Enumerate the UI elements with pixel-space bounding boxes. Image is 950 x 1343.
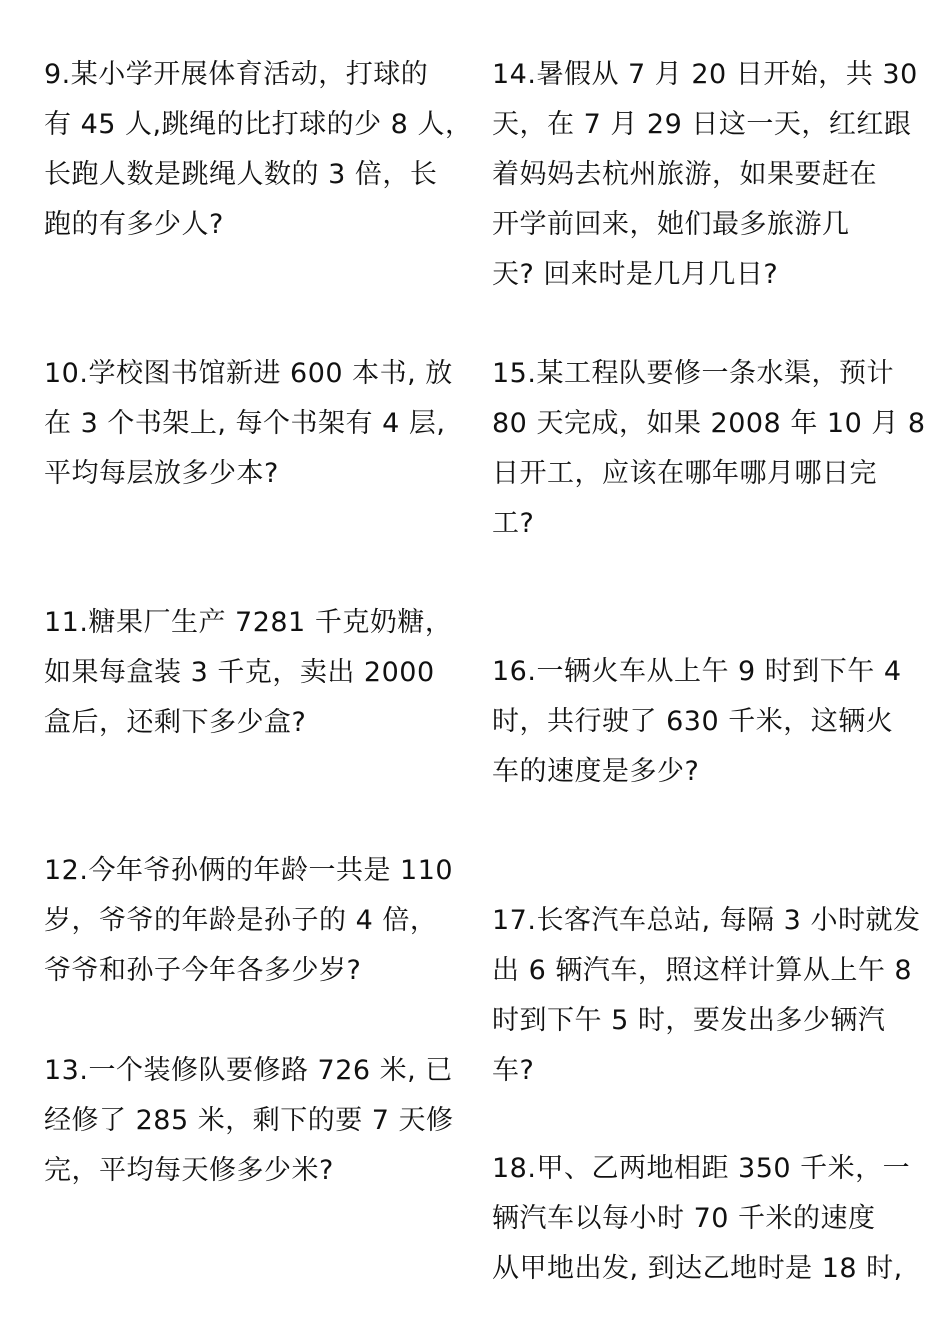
problem-line: 时，共行驶了 630 千米，这辆火 <box>492 706 894 737</box>
problem-line: 天? 回来时是几月几日? <box>492 259 779 290</box>
problem-12 <box>44 846 469 996</box>
problem-line: 10.学校图书馆新进 600 本书, 放 <box>44 358 453 389</box>
problem-18 <box>492 1144 937 1294</box>
problem-line: 出 6 辆汽车，照这样计算从上午 8 <box>492 955 913 986</box>
problem-line: 80 天完成，如果 2008 年 10 月 8 <box>492 408 926 439</box>
problem-16 <box>492 647 937 797</box>
problem-10 <box>44 349 469 499</box>
problem-17 <box>492 896 937 1096</box>
problem-line: 9.某小学开展体育活动，打球的 <box>44 59 429 90</box>
problem-line: 长跑人数是跳绳人数的 3 倍，长 <box>44 159 438 190</box>
problem-15 <box>492 349 937 549</box>
problem-line: 盒后，还剩下多少盒? <box>44 707 307 738</box>
problem-13 <box>44 1046 469 1196</box>
problem-line: 辆汽车以每小时 70 千米的速度 <box>492 1203 876 1234</box>
problem-line: 从甲地出发, 到达乙地时是 18 时, <box>492 1253 903 1284</box>
problem-line: 着妈妈去杭州旅游，如果要赶在 <box>492 159 877 190</box>
problem-line: 14.暑假从 7 月 20 日开始，共 30 <box>492 59 918 90</box>
problem-line: 天，在 7 月 29 日这一天，红红跟 <box>492 109 912 140</box>
problem-line: 11.糖果厂生产 7281 千克奶糖， <box>44 607 453 638</box>
problem-line: 12.今年爷孙俩的年龄一共是 110 <box>44 855 454 886</box>
problem-14 <box>492 50 937 300</box>
problem-line: 工? <box>492 508 535 539</box>
problem-11 <box>44 598 469 748</box>
problem-9 <box>44 50 473 250</box>
problem-line: 日开工，应该在哪年哪月哪日完 <box>492 458 877 489</box>
problem-line: 有 45 人,跳绳的比打球的少 8 人， <box>44 109 473 140</box>
problem-line: 在 3 个书架上, 每个书架有 4 层, <box>44 408 446 439</box>
problem-line: 16.一辆火车从上午 9 时到下午 4 <box>492 656 902 687</box>
problem-line: 完，平均每天修多少米? <box>44 1155 334 1186</box>
problem-line: 经修了 285 米，剩下的要 7 天修 <box>44 1105 454 1136</box>
problem-line: 15.某工程队要修一条水渠，预计 <box>492 358 894 389</box>
problem-line: 如果每盒装 3 千克，卖出 2000 <box>44 657 435 688</box>
problem-line: 爷爷和孙子今年各多少岁? <box>44 955 362 986</box>
problem-line: 平均每层放多少本? <box>44 458 279 489</box>
problem-line: 岁，爷爷的年龄是孙子的 4 倍， <box>44 905 438 936</box>
problem-line: 开学前回来，她们最多旅游几 <box>492 209 850 240</box>
problem-line: 时到下午 5 时，要发出多少辆汽 <box>492 1005 886 1036</box>
problem-line: 车的速度是多少? <box>492 756 700 787</box>
problem-line: 13.一个装修队要修路 726 米, 已 <box>44 1055 453 1086</box>
problem-line: 18.甲、乙两地相距 350 千米，一 <box>492 1153 911 1184</box>
problem-line: 车? <box>492 1055 535 1086</box>
problem-line: 17.长客汽车总站, 每隔 3 小时就发 <box>492 905 921 936</box>
problem-line: 跑的有多少人? <box>44 209 224 240</box>
